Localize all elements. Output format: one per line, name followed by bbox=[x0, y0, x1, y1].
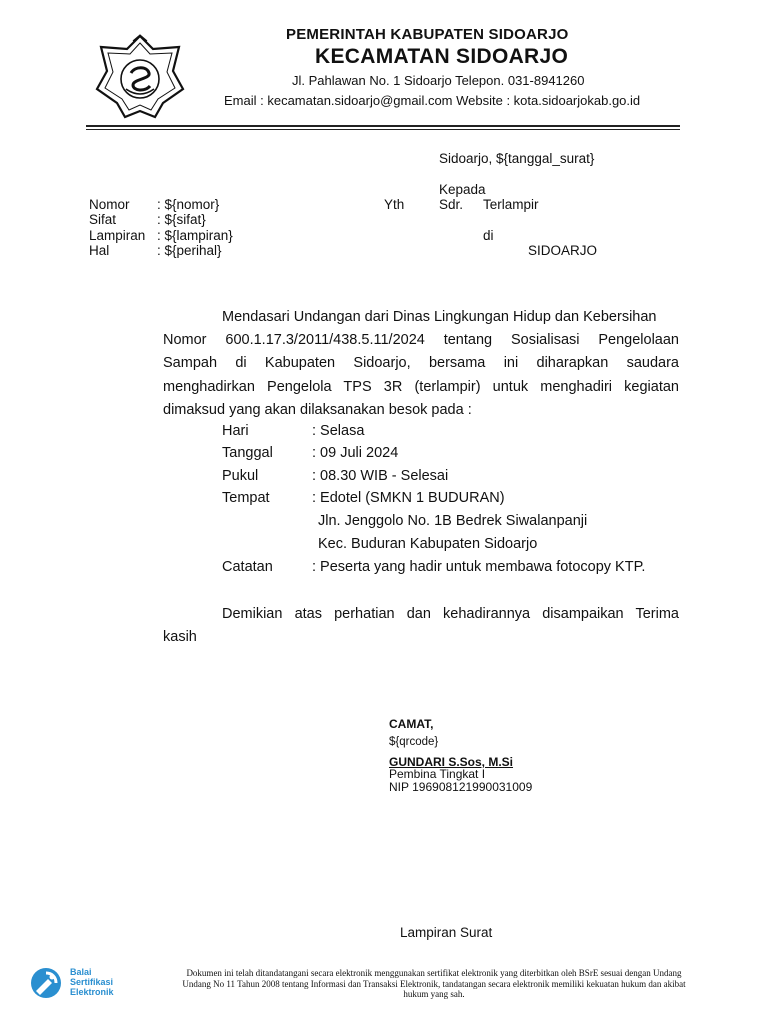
bsre-logo-line: Sertifikasi bbox=[70, 977, 114, 987]
recipient-kepada: Kepada bbox=[439, 182, 486, 197]
regency-emblem bbox=[93, 33, 187, 119]
signature-title: CAMAT, bbox=[389, 717, 434, 731]
signer-rank: Pembina Tingkat I bbox=[389, 767, 486, 781]
body-line: Nomor 600.1.17.3/2011/438.5.11/2024 tentang Sosialisasi Pengelolaan bbox=[163, 332, 679, 349]
recipient-name: Terlampir bbox=[483, 197, 539, 212]
esign-notice bbox=[146, 968, 722, 1000]
closing-line: Demikian atas perhatian dan kehadirannya disampaikan Terima bbox=[222, 606, 679, 622]
meta-label: Nomor bbox=[89, 197, 130, 212]
esign-notice-line: Undang No 11 Tahun 2008 tentang Informasi dan Transaksi Elektronik, tandatangan secara elektronik memiliki kekuatan hukum dan akibat bbox=[182, 978, 686, 989]
esign-notice-line: Dokumen ini telah ditandatangani secara elektronik menggunakan sertifikat elektronik yang diterbitkan oleh BSrE sesuai dengan Undang bbox=[186, 968, 682, 978]
detail-value: Kec. Buduran Kabupaten Sidoarjo bbox=[318, 536, 538, 552]
detail-label: Tanggal bbox=[222, 445, 273, 461]
detail-label: Tempat bbox=[222, 490, 270, 506]
recipient-di: di bbox=[483, 228, 494, 243]
meta-label: Hal bbox=[89, 243, 110, 258]
letter-date: Sidoarjo, ${tanggal_surat} bbox=[439, 151, 595, 166]
body-paragraph bbox=[163, 306, 679, 422]
office-address: Jl. Pahlawan No. 1 Sidoarjo Telepon. 031-8941260 bbox=[292, 73, 585, 88]
bsre-logo bbox=[28, 965, 128, 1001]
district-title: KECAMATAN SIDOARJO bbox=[315, 45, 569, 68]
meta-value: : ${sifat} bbox=[157, 212, 206, 227]
header-rule-thin bbox=[86, 129, 680, 130]
signature-qrcode: ${qrcode} bbox=[389, 736, 439, 748]
detail-label: Catatan bbox=[222, 559, 273, 575]
bsre-emblem-icon bbox=[28, 965, 64, 1001]
attachment-label: Lampiran Surat bbox=[400, 925, 493, 940]
office-contact: Email : kecamatan.sidoarjo@gmail.com Website : kota.sidoarjokab.go.id bbox=[224, 93, 641, 108]
body-line: dimaksud yang akan dilaksanakan besok pada : bbox=[163, 401, 472, 418]
recipient-yth: Yth bbox=[384, 197, 405, 212]
body-line: Sampah di Kabupaten Sidoarjo, bersama ini diharapkan saudara bbox=[163, 355, 679, 372]
detail-label: Pukul bbox=[222, 468, 259, 484]
meta-value: : ${nomor} bbox=[157, 197, 220, 212]
detail-value: : Peserta yang hadir untuk membawa fotocopy KTP. bbox=[312, 559, 646, 575]
body-line: menghadirkan Pengelola TPS 3R (terlampir) untuk menghadiri kegiatan bbox=[163, 378, 679, 395]
government-title: PEMERINTAH KABUPATEN SIDOARJO bbox=[286, 26, 569, 43]
recipient-city: SIDOARJO bbox=[528, 243, 598, 258]
esign-notice-line: hukum yang sah. bbox=[403, 989, 465, 999]
meta-label: Lampiran bbox=[89, 228, 146, 243]
bsre-logo-line: Balai bbox=[70, 967, 92, 977]
detail-value: Jln. Jenggolo No. 1B Bedrek Siwalanpanji bbox=[318, 513, 588, 529]
detail-value: : 08.30 WIB - Selesai bbox=[312, 468, 449, 484]
body-line: Mendasari Undangan dari Dinas Lingkungan Hidup dan Kebersihan bbox=[222, 309, 657, 325]
bsre-logo-text bbox=[70, 967, 114, 997]
signer-name: GUNDARI S.Sos, M.Si bbox=[389, 755, 514, 769]
detail-label: Hari bbox=[222, 423, 249, 439]
meta-label: Sifat bbox=[89, 212, 117, 227]
detail-value: : Selasa bbox=[312, 423, 365, 439]
detail-value: : 09 Juli 2024 bbox=[312, 445, 399, 461]
meta-value: : ${perihal} bbox=[157, 243, 222, 258]
closing-paragraph bbox=[163, 603, 679, 649]
closing-line: kasih bbox=[163, 629, 197, 646]
meta-value: : ${lampiran} bbox=[157, 228, 233, 243]
recipient-sdr: Sdr. bbox=[439, 197, 464, 212]
detail-value: : Edotel (SMKN 1 BUDURAN) bbox=[312, 490, 505, 506]
header-rule-thick bbox=[86, 125, 680, 127]
signer-nip: NIP 196908121990031009 bbox=[389, 780, 533, 794]
bsre-logo-line: Elektronik bbox=[70, 987, 114, 997]
